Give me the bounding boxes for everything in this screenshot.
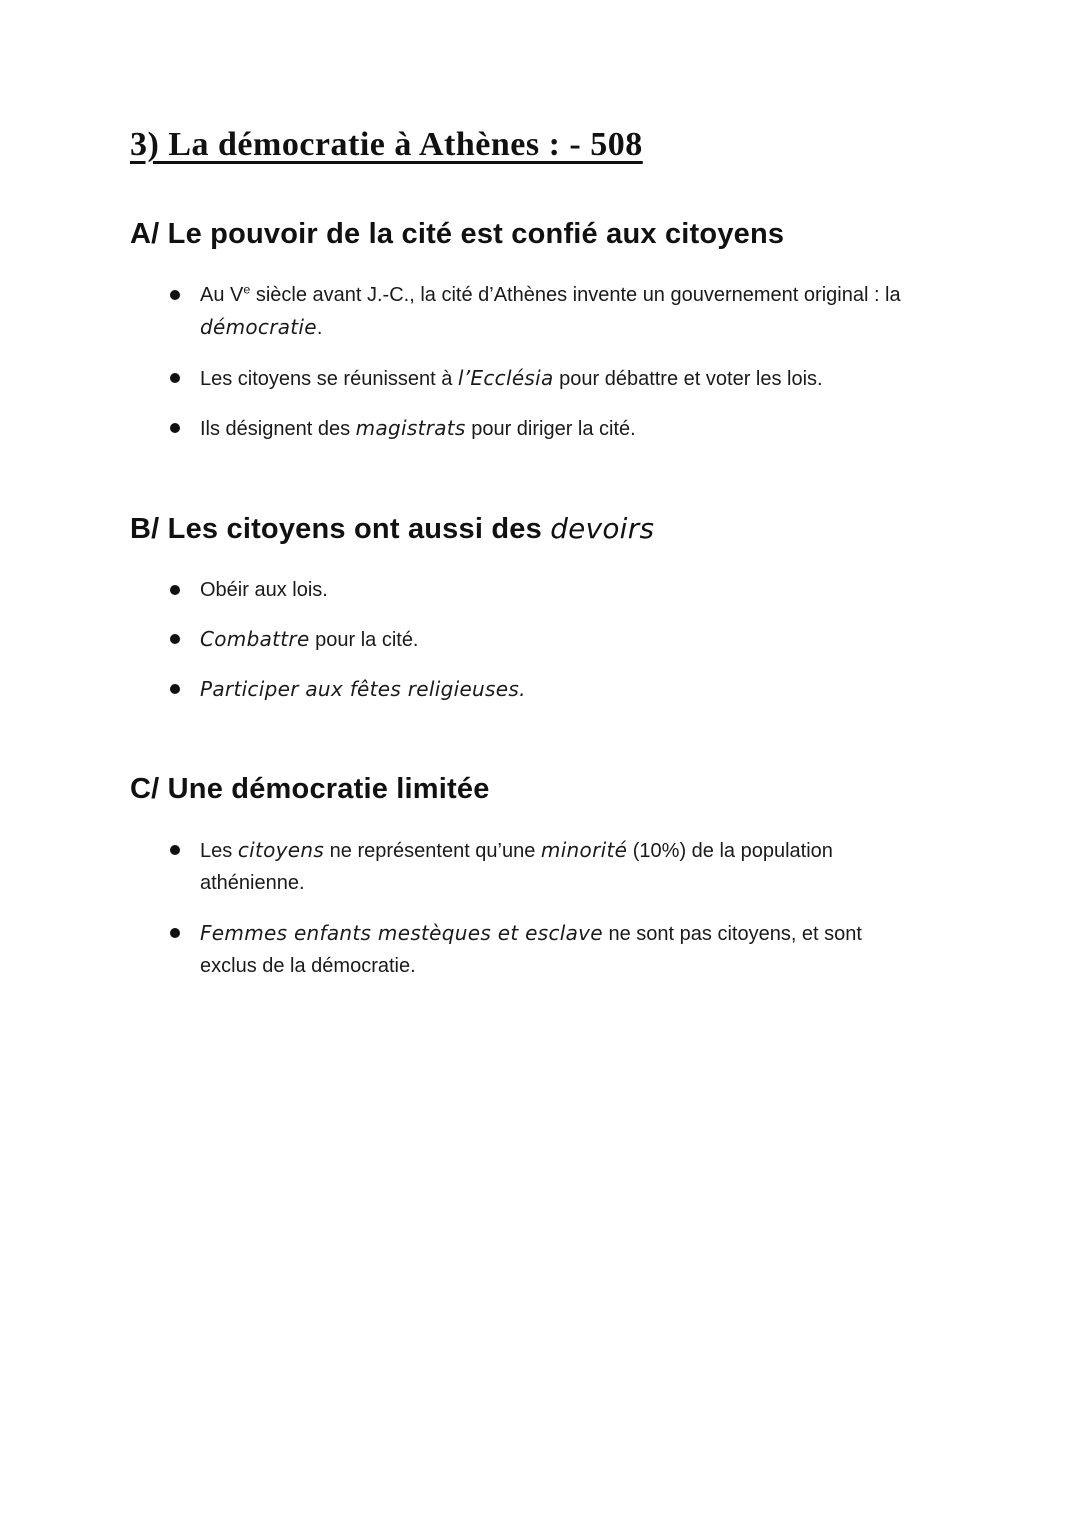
section-a <box>130 218 952 446</box>
sections <box>130 218 952 982</box>
section-b <box>130 512 952 707</box>
bullet-item <box>170 834 912 900</box>
text-segment: ne représentent qu’une <box>324 839 541 862</box>
text-segment: Les citoyens se réunissent à <box>200 367 458 390</box>
text-segment: Combattre <box>200 626 310 651</box>
text-segment: minorité <box>540 837 628 862</box>
text-segment: pour diriger la cité. <box>465 418 636 441</box>
section-c <box>130 773 952 983</box>
bullet-item <box>170 673 912 706</box>
bullet-list <box>130 279 952 446</box>
text-segment: pour débattre et voter les lois. <box>553 367 823 390</box>
text-segment: . <box>316 317 323 340</box>
text-segment: B/ Les citoyens ont aussi des <box>130 512 551 545</box>
bullet-item <box>170 279 912 345</box>
text-segment: Au V <box>200 284 244 306</box>
text-segment: (10%) de la population athénienne. <box>200 839 833 895</box>
text-segment: Ils désignent des <box>200 418 356 441</box>
text-segment: C/ Une démocratie limitée <box>130 772 490 805</box>
bullet-item <box>170 412 912 445</box>
bullet-item <box>170 362 912 395</box>
section-heading <box>130 218 952 251</box>
text-segment: ne sont pas citoyens, et sont exclus de la démocratie. <box>200 922 862 977</box>
text-segment: démocratie <box>200 315 317 340</box>
text-segment: magistrats <box>355 416 466 441</box>
page-title: 3) La démocratie à Athènes : - 508 <box>130 126 643 163</box>
text-segment: Participer aux fêtes religieuses. <box>200 677 526 702</box>
text-segment: pour la cité. <box>309 628 419 651</box>
text-segment: e <box>243 282 251 297</box>
bullet-item <box>170 917 912 983</box>
text-segment: A/ Le pouvoir de la cité est confié aux citoyens <box>130 218 785 250</box>
text-segment: Les <box>200 839 238 862</box>
title-row <box>130 126 952 218</box>
bullet-list <box>130 574 952 707</box>
section-heading <box>130 512 952 546</box>
text-segment: devoirs <box>550 511 655 545</box>
text-segment: citoyens <box>237 837 325 862</box>
bullet-item <box>170 623 912 656</box>
text-segment: siècle avant J.-C., la cité d’Athènes invente un gouvernement original : la <box>250 284 901 306</box>
section-heading <box>130 773 952 806</box>
bullet-list <box>130 834 952 983</box>
text-segment: l’Ecclésia <box>457 365 554 390</box>
text-segment: Obéir aux lois. <box>200 578 328 601</box>
bullet-item <box>170 574 912 606</box>
text-segment: Femmes enfants mestèques et esclave <box>200 920 603 945</box>
